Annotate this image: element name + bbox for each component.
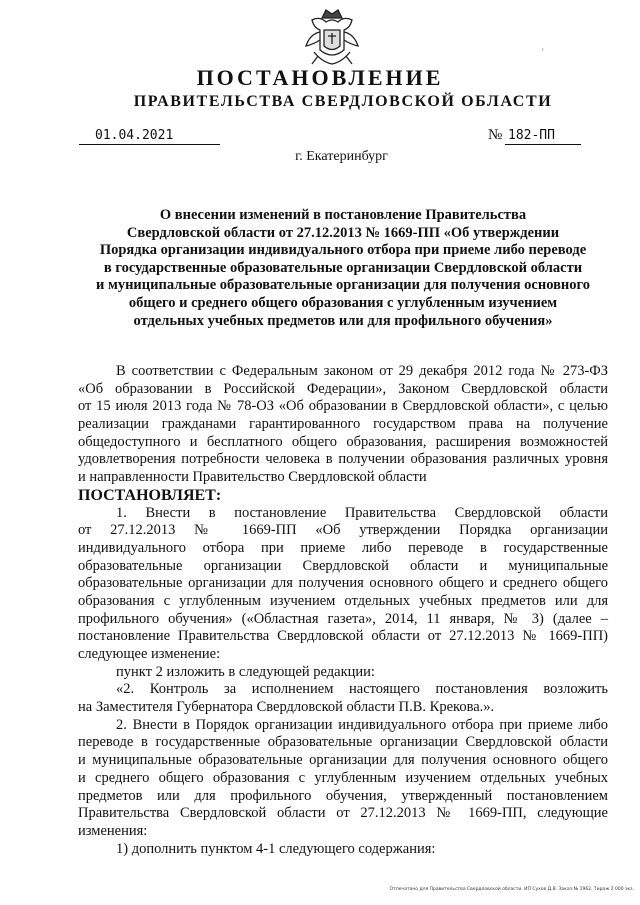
item2-line: переводе в государственные образовательные организации Свердловской области (78, 734, 608, 751)
preamble-line: реализации гражданами гарантированного государством права на получение (78, 416, 608, 433)
document-body (78, 363, 608, 858)
document-date: 01.04.2021 (79, 128, 220, 145)
decree-word: ПОСТАНОВЛЯЕТ: (78, 486, 222, 504)
title-line: общего и среднего общего образования с углубленным изучением (128, 294, 558, 311)
scan-mark: ' (542, 47, 544, 57)
item1-line: профильного обучения» («Областная газета», 2014, 11 января, № 3) (далее – (78, 610, 608, 627)
item2-line: и среднего общего образования с углубленным изучением отдельных учебных (78, 769, 608, 786)
city: г. Екатеринбург (295, 149, 388, 164)
issuer-heading: ПРАВИТЕЛЬСТВА СВЕРДЛОВСКОЙ ОБЛАСТИ (133, 93, 553, 110)
preamble-line: общедоступного и бесплатного общего образования, расширения возможностей (78, 433, 608, 450)
item1-line: 1. Внести в постановление Правительства Свердловской области (116, 504, 608, 521)
preamble-line: В соответствии с Федеральным законом от 29 декабря 2012 года № 273-ФЗ (116, 363, 608, 379)
item1-line: постановление Правительства Свердловской области от 27.12.2013 № 1669-ПП) (78, 628, 608, 645)
preamble-line: от 15 июля 2013 года № 78-ОЗ «Об образовании в Свердловской области», с целью (78, 398, 608, 415)
item1-subitem: пункт 2 изложить в следующей редакции: (116, 663, 375, 680)
title-line: О внесении изменений в постановление Правительства (159, 207, 527, 223)
item1-line: индивидуального отбора при приеме либо переводе в государственные (78, 539, 608, 556)
item2-line: и муниципальные образовательные организации для получения основного общего (78, 752, 608, 769)
title-line: и муниципальные образовательные организации для получения основного (95, 277, 591, 294)
item1-line: образования с углубленным изучением отдельных учебных предметов или для (78, 592, 608, 609)
item1-line: от 27.12.2013 № 1669-ПП «Об утверждении Порядка организации (78, 522, 608, 539)
number-label: № (488, 127, 503, 143)
item1-line: следующее изменение: (78, 646, 221, 662)
coat-of-arms-icon (300, 6, 364, 68)
item1-line: образовательные организации Свердловской области и муниципальные (78, 557, 608, 574)
document-subject-title (78, 207, 608, 330)
item1-line: образовательные организации для получения основного общего и среднего общего (78, 575, 608, 592)
title-line: Порядка организации индивидуального отбора при приеме либо переводе (99, 242, 587, 259)
item2-line: Правительства Свердловской области от 27.12.2013 № 1669-ПП, следующие (78, 805, 608, 822)
item2-subitem: 1) дополнить пунктом 4-1 следующего содержания: (116, 840, 436, 857)
item2-line: 2. Внести в Порядок организации индивидуального отбора при приеме либо (116, 716, 608, 733)
document-number: 182-ПП (505, 128, 581, 145)
title-line: Свердловской области от 27.12.2013 № 1669-ПП «Об утверждении (126, 224, 560, 241)
item2-line: предметов или для профильного обучения, утвержденный постановлением (78, 787, 608, 804)
item2-line: изменения: (78, 822, 148, 839)
document-type-title: ПОСТАНОВЛЕНИЕ (196, 65, 444, 90)
item1-quote-line: на Заместителя Губернатора Свердловской области П.В. Крекова.». (78, 699, 495, 716)
item1-quote-line: «2. Контроль за исполнением настоящего постановления возложить (116, 681, 608, 698)
title-line: отдельных учебных предметов или для профильного обучения» (133, 312, 553, 329)
preamble-line: и направленности Правительство Свердловской области (78, 469, 427, 486)
title-line: в государственные образовательные организации Свердловской области (103, 259, 583, 276)
print-footer: Отпечатано для Правительства Свердловской области. ИП Сухов Д.В. Заказ № 1962. Тираж 2 000 экз. (389, 887, 634, 892)
preamble-line: «Об образовании в Российской Федерации», Законом Свердловской области (78, 380, 608, 397)
preamble-line: удовлетворения потребности человека в получении образования различных уровня (78, 451, 608, 468)
